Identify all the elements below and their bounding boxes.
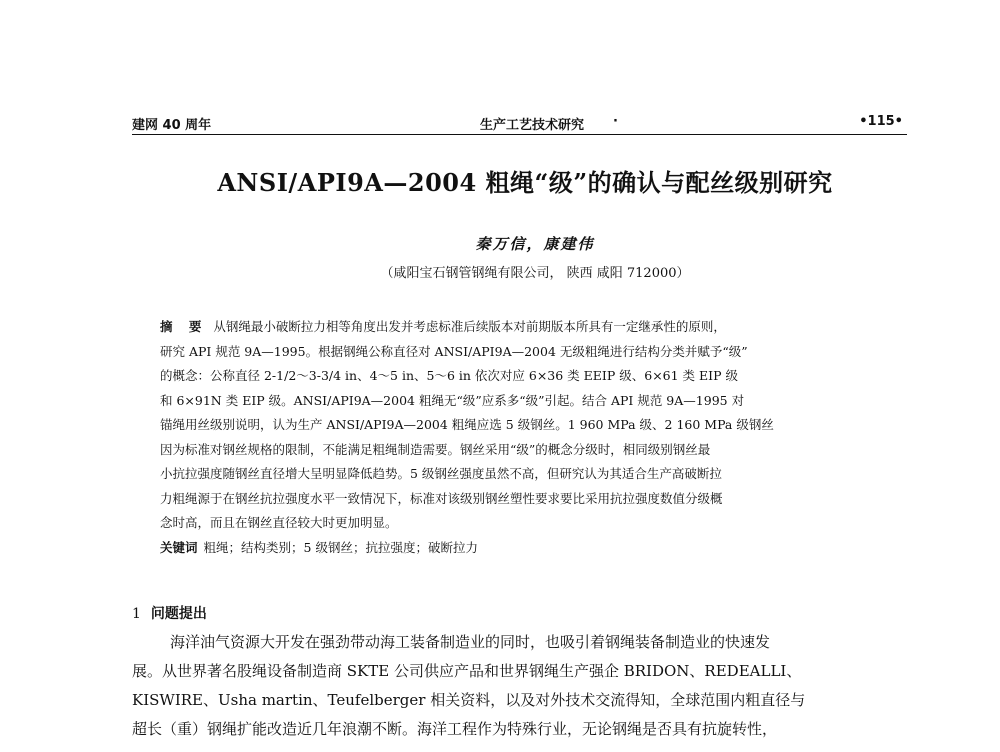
paper-title: ANSI/API9A—2004 粗绳“级”的确认与配丝级别研究 [217,168,833,197]
body-line: 超长（重）钢绳扩能改造近几年浪潮不断。海洋工程作为特殊行业，无论钢绳是否具有抗旋转性， [132,720,778,738]
section-number: 1 [132,606,141,622]
section-heading [132,603,207,623]
affiliation: （咸阳宝石钢管钢绳有限公司， 陕西 咸阳 712000） [380,266,690,281]
abstract-line: 的概念：公称直径 2-1/2～3-3/4 in、4～5 in、5～6 in 依次对应 6×36 类 EEIP 级、6×61 类 EIP 级 [160,368,738,383]
section-category: 生产工艺技术研究 [480,118,585,133]
abstract-line: 和 6×91N 类 EIP 级。ANSI/API9A—2004 粗绳无“级”应系多“级”引起。结合 API 规范 9A—1995 对 [160,392,745,408]
affiliation-block [0,262,1000,281]
section-title: 问题提出 [150,606,207,622]
header-separator: · [613,114,618,129]
abstract-line: 研究 API 规范 9A—1995。根据钢绳公称直径对 ANSI/API9A—2004 无级粗绳进行结构分类并赋予“级” [160,343,748,359]
page-number: •115• [859,114,903,129]
keywords-text: 粗绳；结构类别；5 级钢丝；抗拉强度；破断拉力 [203,539,478,555]
abstract-line: 锚绳用丝级别说明，认为生产 ANSI/API9A—2004 粗绳应选 5 级钢丝。1 960 MPa 级、2 160 MPa 级钢丝 [160,417,774,432]
abstract-line: 力粗绳源于在钢丝抗拉强度水平一致情况下，标准对该级别钢丝塑性要求要比采用抗拉强度数值分级概 [160,490,723,506]
body-text [132,628,902,744]
running-header [132,112,907,135]
authors: 秦万信，康建伟 [475,235,595,253]
journal-name: 建网 40 周年 [132,118,212,133]
body-line: 展。从世界著名股绳设备制造商 SKTE 公司供应产品和世界钢绳生产强企 BRIDON、REDEALLI、 [132,662,802,680]
authors-block [0,233,1000,254]
abstract-line: 小抗拉强度随钢丝直径增大呈明显降低趋势。5 级钢丝强度虽然不高，但研究认为其适合生产高破断拉 [160,466,722,481]
paper-title-block [0,163,1000,198]
body-line: KISWIRE、Usha martin、Teufelberger 相关资料，以及对外技术交流得知，全球范围内粗直径与 [132,691,806,709]
abstract [160,315,850,560]
keywords-line [160,536,850,561]
abstract-line: 念时高，而且在钢丝直径较大时更加明显。 [160,515,398,530]
abstract-line: 因为标准对钢丝规格的限制，不能满足粗绳制造需要。钢丝采用“级”的概念分级时，相同级别钢丝最 [160,441,711,457]
keywords-label: 关键词 [160,539,198,555]
abstract-label: 摘 要 [160,319,208,334]
body-line: 海洋油气资源大开发在强劲带动海工装备制造业的同时，也吸引着钢绳装备制造业的快速发 [170,633,771,651]
abstract-line [160,315,850,340]
abstract-text: 从钢绳最小破断拉力相等角度出发并考虑标准后续版本对前期版本所具有一定继承性的原则， [213,319,726,334]
